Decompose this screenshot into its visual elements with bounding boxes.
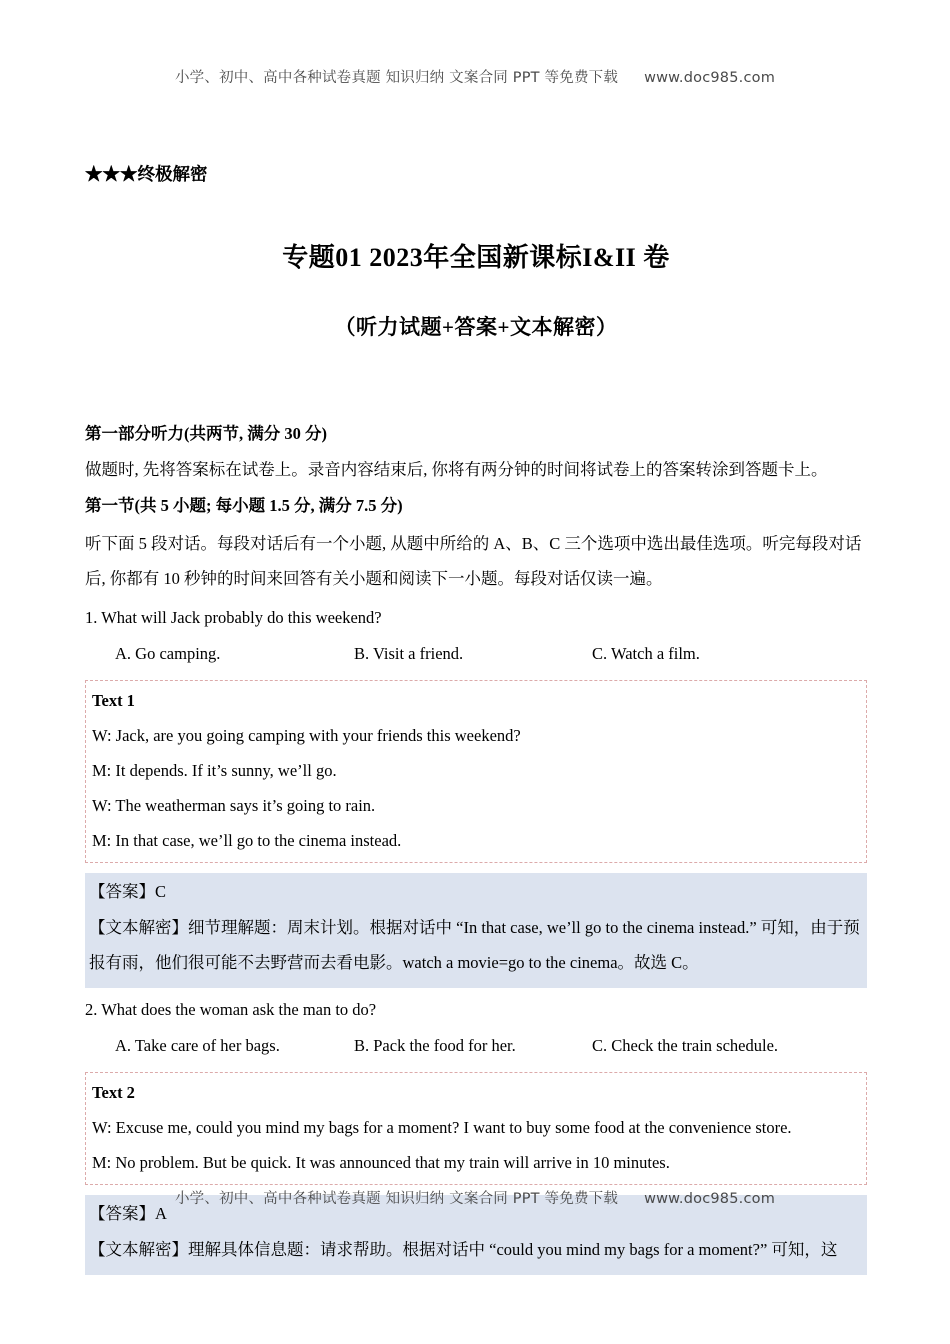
transcript-2-line: W: Excuse me, could you mind my bags for a moment? I want to buy some food at the convenience store. <box>92 1118 792 1137</box>
transcript-box-1 <box>85 680 867 863</box>
answer-2-analysis-label: 【文本解密】 <box>89 1240 188 1259</box>
footer-site-url: www.doc985.com <box>644 1191 776 1207</box>
question-1-option-b[interactable]: B. Visit a friend. <box>354 644 464 663</box>
question-2-option-b[interactable]: B. Pack the food for her. <box>354 1036 516 1055</box>
title-spacer <box>85 342 867 422</box>
answer-1-analysis <box>89 910 863 980</box>
document-content <box>85 160 867 1275</box>
question-2-option-c[interactable]: C. Check the train schedule. <box>592 1036 779 1055</box>
answer-2-analysis <box>89 1232 863 1267</box>
question-2-option-a[interactable]: A. Take care of her bags. <box>115 1036 280 1055</box>
question-1-text: What will Jack probably do this weekend? <box>101 608 382 627</box>
question-2-options <box>85 1034 867 1058</box>
question-1-prompt <box>85 606 867 630</box>
question-2-text: What does the woman ask the man to do? <box>101 1000 377 1019</box>
page-header <box>0 66 950 87</box>
answer-1-value: C <box>155 882 167 901</box>
transcript-1-line: W: Jack, are you going camping with your friends this weekend? <box>92 726 521 745</box>
transcript-1-line: M: It depends. If it’s sunny, we’ll go. <box>92 761 337 780</box>
header-promo-text: 小学、初中、高中各种试卷真题 知识归纳 文案合同 PPT 等免费下载 <box>174 70 619 86</box>
answer-1-row <box>89 880 863 904</box>
question-2-prompt <box>85 998 867 1022</box>
question-1-option-a[interactable]: A. Go camping. <box>115 644 221 663</box>
transcript-2-line: M: No problem. But be quick. It was announced that my train will arrive in 10 minutes. <box>92 1153 670 1172</box>
answer-box-1 <box>85 873 867 988</box>
question-1-options <box>85 642 867 666</box>
section-one-heading: 第一节(共 5 小题; 每小题 1.5 分, 满分 7.5 分) <box>85 496 403 515</box>
section-one-instruction: 听下面 5 段对话。每段对话后有一个小题, 从题中所给的 A、B、C 三个选项中选出最佳选项。听完每段对话后, 你都有 10 秒钟的时间来回答有关小题和阅读下一小题。每段对话仅读一遍。 <box>85 534 862 588</box>
page-subtitle: （听力试题+答案+文本解密） <box>334 315 618 339</box>
question-2-number: 2. <box>85 1000 98 1019</box>
transcript-box-2 <box>85 1072 867 1185</box>
page-footer <box>0 1187 950 1208</box>
part-one-heading: 第一部分听力(共两节, 满分 30 分) <box>85 424 327 443</box>
question-1-option-c[interactable]: C. Watch a film. <box>592 644 700 663</box>
transcript-1-line: M: In that case, we’ll go to the cinema instead. <box>92 831 402 850</box>
header-site-url: www.doc985.com <box>644 70 776 86</box>
part-one-instruction: 做题时, 先将答案标在试卷上。录音内容结束后, 你将有两分钟的时间将试卷上的答案转涂到答题卡上。 <box>85 460 828 479</box>
answer-2-analysis-text: 理解具体信息题：请求帮助。根据对话中 “could you mind my bags for a moment?” 可知，这 <box>188 1240 838 1259</box>
transcript-2-title: Text 2 <box>92 1083 135 1102</box>
question-1-number: 1. <box>85 608 98 627</box>
transcript-1-line: W: The weatherman says it’s going to rain. <box>92 796 376 815</box>
secret-marker: ★★★终极解密 <box>85 164 208 184</box>
transcript-1-title: Text 1 <box>92 691 135 710</box>
answer-1-analysis-text: 细节理解题：周末计划。根据对话中 “In that case, we’ll go to the cinema instead.” 可知，由于预报有雨，他们很可能不去野营而去看电影。watch a movie=go to the cinema。故选 C。 <box>89 918 860 972</box>
answer-2-label: 【答案】 <box>89 1204 155 1223</box>
answer-1-label: 【答案】 <box>89 882 155 901</box>
answer-1-analysis-label: 【文本解密】 <box>89 918 188 937</box>
footer-promo-text: 小学、初中、高中各种试卷真题 知识归纳 文案合同 PPT 等免费下载 <box>174 1191 619 1207</box>
answer-2-value: A <box>155 1204 167 1223</box>
page-title: 专题01 2023年全国新课标I&II 卷 <box>282 243 670 272</box>
